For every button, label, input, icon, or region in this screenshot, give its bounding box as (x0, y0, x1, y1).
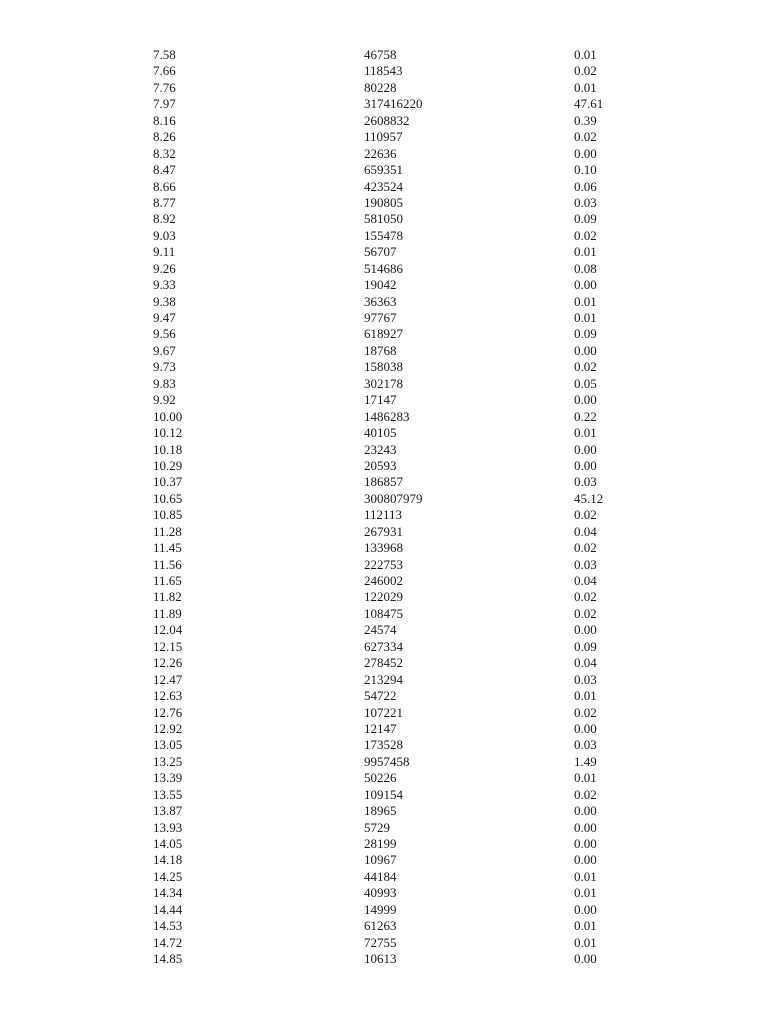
table-row (0, 902, 770, 918)
area-cell: 627334 (364, 638, 403, 654)
retention-time-cell: 12.92 (153, 720, 183, 736)
table-row (0, 770, 770, 786)
retention-time-cell: 9.67 (153, 342, 176, 358)
retention-time-cell: 10.85 (153, 507, 183, 523)
retention-time-cell: 8.77 (153, 194, 176, 210)
retention-time-cell: 9.92 (153, 392, 176, 408)
percent-cell: 0.00 (574, 819, 597, 835)
area-cell: 20593 (364, 457, 397, 473)
table-row (0, 343, 770, 359)
retention-time-cell: 13.39 (153, 770, 183, 786)
table-row (0, 606, 770, 622)
retention-time-cell: 9.83 (153, 375, 176, 391)
table-row (0, 951, 770, 967)
area-cell: 10967 (364, 852, 397, 868)
retention-time-cell: 9.03 (153, 227, 176, 243)
retention-time-cell: 8.32 (153, 145, 176, 161)
retention-time-cell: 10.12 (153, 425, 183, 441)
area-cell: 14999 (364, 901, 397, 917)
area-cell: 108475 (364, 605, 403, 621)
area-cell: 18965 (364, 803, 397, 819)
table-row (0, 672, 770, 688)
area-cell: 44184 (364, 868, 397, 884)
percent-cell: 0.03 (574, 671, 597, 687)
table-row (0, 803, 770, 819)
percent-cell: 0.01 (574, 244, 597, 260)
retention-time-cell: 14.85 (153, 951, 183, 967)
area-cell: 423524 (364, 178, 403, 194)
area-cell: 19042 (364, 277, 397, 293)
table-row (0, 935, 770, 951)
percent-cell: 0.02 (574, 589, 597, 605)
area-cell: 23243 (364, 441, 397, 457)
percent-cell: 0.01 (574, 425, 597, 441)
table-row (0, 557, 770, 573)
retention-time-cell: 9.26 (153, 260, 176, 276)
percent-cell: 0.03 (574, 737, 597, 753)
area-cell: 118543 (364, 63, 403, 79)
retention-time-cell: 14.72 (153, 934, 183, 950)
area-cell: 10613 (364, 951, 397, 967)
percent-cell: 0.01 (574, 918, 597, 934)
retention-time-cell: 14.05 (153, 836, 183, 851)
percent-cell: 0.02 (574, 540, 597, 556)
retention-time-cell: 14.18 (153, 852, 183, 868)
percent-cell: 0.06 (574, 178, 597, 194)
retention-time-cell: 8.16 (153, 112, 176, 128)
table-row (0, 80, 770, 96)
percent-cell: 0.01 (574, 688, 597, 704)
area-cell: 222753 (364, 556, 403, 572)
retention-time-cell: 7.97 (153, 96, 176, 112)
retention-time-cell: 11.82 (153, 589, 182, 605)
table-row (0, 47, 770, 63)
percent-cell: 0.01 (574, 885, 597, 901)
percent-cell: 0.02 (574, 704, 597, 720)
area-cell: 173528 (364, 737, 403, 753)
retention-time-cell: 9.56 (153, 326, 176, 342)
area-cell: 9957458 (364, 753, 410, 769)
percent-cell: 45.12 (574, 490, 604, 506)
percent-cell: 0.01 (574, 934, 597, 950)
percent-cell: 0.00 (574, 145, 597, 161)
percent-cell: 0.04 (574, 523, 597, 539)
retention-time-cell: 7.76 (153, 79, 176, 95)
table-row (0, 294, 770, 310)
area-cell: 110957 (364, 129, 403, 145)
retention-time-cell: 12.47 (153, 671, 183, 687)
area-cell: 278452 (364, 655, 403, 671)
area-cell: 300807979 (364, 490, 423, 506)
retention-time-cell: 9.38 (153, 293, 176, 309)
retention-time-cell: 10.37 (153, 474, 183, 490)
table-row (0, 524, 770, 540)
area-cell: 2608832 (364, 112, 410, 128)
table-row (0, 589, 770, 605)
table-row (0, 63, 770, 79)
table-row (0, 359, 770, 375)
area-cell: 581050 (364, 211, 403, 227)
table-row (0, 162, 770, 178)
percent-cell: 0.10 (574, 162, 597, 178)
area-cell: 40993 (364, 885, 397, 901)
percent-cell: 0.01 (574, 868, 597, 884)
table-row (0, 869, 770, 885)
area-cell: 24574 (364, 622, 397, 638)
table-row (0, 326, 770, 342)
percent-cell: 0.01 (574, 79, 597, 95)
table-row (0, 146, 770, 162)
table-row (0, 491, 770, 507)
retention-time-cell: 8.66 (153, 178, 176, 194)
area-cell: 659351 (364, 162, 403, 178)
retention-time-cell: 13.55 (153, 786, 183, 802)
table-row (0, 310, 770, 326)
retention-time-cell: 13.87 (153, 803, 183, 819)
percent-cell: 0.02 (574, 63, 597, 79)
table-row (0, 885, 770, 901)
table-row (0, 211, 770, 227)
table-row (0, 474, 770, 490)
table-row (0, 639, 770, 655)
area-cell: 109154 (364, 786, 403, 802)
area-cell: 133968 (364, 540, 403, 556)
percent-cell: 0.39 (574, 112, 597, 128)
retention-time-cell: 12.04 (153, 622, 183, 638)
percent-cell: 0.01 (574, 293, 597, 309)
percent-cell: 0.22 (574, 408, 597, 424)
percent-cell: 0.02 (574, 507, 597, 523)
table-row (0, 458, 770, 474)
percent-cell: 0.01 (574, 770, 597, 786)
retention-time-cell: 9.33 (153, 277, 176, 293)
percent-cell: 0.00 (574, 277, 597, 293)
retention-time-cell: 14.53 (153, 918, 183, 934)
retention-time-cell: 11.56 (153, 556, 182, 572)
percent-cell: 0.00 (574, 342, 597, 358)
retention-time-cell: 7.66 (153, 63, 176, 79)
table-row (0, 425, 770, 441)
percent-cell: 0.03 (574, 194, 597, 210)
data-table (0, 47, 770, 968)
area-cell: 514686 (364, 260, 403, 276)
retention-time-cell: 8.92 (153, 211, 176, 227)
table-row (0, 573, 770, 589)
retention-time-cell: 11.45 (153, 540, 182, 556)
table-row (0, 820, 770, 836)
table-row (0, 918, 770, 934)
percent-cell: 0.00 (574, 441, 597, 457)
table-row (0, 507, 770, 523)
table-row (0, 705, 770, 721)
area-cell: 267931 (364, 523, 403, 539)
percent-cell: 0.09 (574, 211, 597, 227)
table-row (0, 655, 770, 671)
table-row (0, 442, 770, 458)
retention-time-cell: 13.93 (153, 819, 183, 835)
table-row (0, 688, 770, 704)
percent-cell: 0.00 (574, 720, 597, 736)
percent-cell: 0.00 (574, 803, 597, 819)
retention-time-cell: 13.25 (153, 753, 183, 769)
retention-time-cell: 10.29 (153, 457, 183, 473)
percent-cell: 0.04 (574, 573, 597, 588)
area-cell: 46758 (364, 47, 397, 62)
retention-time-cell: 14.25 (153, 868, 183, 884)
retention-time-cell: 12.26 (153, 655, 183, 671)
retention-time-cell: 8.47 (153, 162, 176, 178)
retention-time-cell: 11.28 (153, 523, 182, 539)
table-row (0, 622, 770, 638)
table-row (0, 195, 770, 211)
table-row (0, 392, 770, 408)
area-cell: 5729 (364, 819, 390, 835)
table-row (0, 113, 770, 129)
retention-time-cell: 7.58 (153, 47, 176, 62)
table-row (0, 244, 770, 260)
percent-cell: 0.01 (574, 47, 597, 62)
percent-cell: 0.00 (574, 951, 597, 967)
retention-time-cell: 9.47 (153, 310, 176, 325)
percent-cell: 0.03 (574, 556, 597, 572)
retention-time-cell: 10.00 (153, 408, 183, 424)
percent-cell: 0.02 (574, 605, 597, 621)
percent-cell: 0.00 (574, 392, 597, 408)
retention-time-cell: 9.73 (153, 359, 176, 375)
table-row (0, 721, 770, 737)
area-cell: 12147 (364, 720, 397, 736)
retention-time-cell: 12.63 (153, 688, 183, 704)
area-cell: 618927 (364, 326, 403, 342)
table-row (0, 540, 770, 556)
percent-cell: 0.02 (574, 227, 597, 243)
area-cell: 158038 (364, 359, 403, 375)
percent-cell: 0.01 (574, 310, 597, 325)
area-cell: 122029 (364, 589, 403, 605)
area-cell: 17147 (364, 392, 397, 408)
retention-time-cell: 14.44 (153, 901, 183, 917)
percent-cell: 0.08 (574, 260, 597, 276)
table-row (0, 409, 770, 425)
table-row (0, 277, 770, 293)
area-cell: 61263 (364, 918, 397, 934)
table-row (0, 852, 770, 868)
retention-time-cell: 13.05 (153, 737, 183, 753)
area-cell: 80228 (364, 79, 397, 95)
area-cell: 155478 (364, 227, 403, 243)
area-cell: 22636 (364, 145, 397, 161)
retention-time-cell: 8.26 (153, 129, 176, 145)
area-cell: 36363 (364, 293, 397, 309)
percent-cell: 0.03 (574, 474, 597, 490)
percent-cell: 0.09 (574, 638, 597, 654)
table-row (0, 787, 770, 803)
area-cell: 302178 (364, 375, 403, 391)
percent-cell: 0.00 (574, 457, 597, 473)
area-cell: 18768 (364, 342, 397, 358)
percent-cell: 0.00 (574, 836, 597, 851)
area-cell: 54722 (364, 688, 397, 704)
area-cell: 107221 (364, 704, 403, 720)
area-cell: 28199 (364, 836, 397, 851)
area-cell: 112113 (364, 507, 403, 523)
table-row (0, 836, 770, 852)
area-cell: 213294 (364, 671, 403, 687)
area-cell: 190805 (364, 194, 403, 210)
retention-time-cell: 10.65 (153, 490, 183, 506)
area-cell: 317416220 (364, 96, 423, 112)
percent-cell: 0.04 (574, 655, 597, 671)
percent-cell: 0.02 (574, 359, 597, 375)
table-row (0, 129, 770, 145)
area-cell: 1486283 (364, 408, 410, 424)
percent-cell: 0.05 (574, 375, 597, 391)
percent-cell: 47.61 (574, 96, 604, 112)
retention-time-cell: 14.34 (153, 885, 183, 901)
table-row (0, 737, 770, 753)
area-cell: 97767 (364, 310, 397, 325)
percent-cell: 0.02 (574, 129, 597, 145)
table-row (0, 754, 770, 770)
retention-time-cell: 12.76 (153, 704, 183, 720)
area-cell: 186857 (364, 474, 403, 490)
area-cell: 40105 (364, 425, 397, 441)
table-row (0, 376, 770, 392)
percent-cell: 0.02 (574, 786, 597, 802)
retention-time-cell: 9.11 (153, 244, 176, 260)
area-cell: 56707 (364, 244, 397, 260)
retention-time-cell: 11.65 (153, 573, 182, 588)
area-cell: 246002 (364, 573, 403, 588)
retention-time-cell: 11.89 (153, 605, 182, 621)
percent-cell: 0.00 (574, 622, 597, 638)
percent-cell: 1.49 (574, 753, 597, 769)
table-row (0, 261, 770, 277)
area-cell: 50226 (364, 770, 397, 786)
area-cell: 72755 (364, 934, 397, 950)
percent-cell: 0.00 (574, 901, 597, 917)
retention-time-cell: 10.18 (153, 441, 183, 457)
retention-time-cell: 12.15 (153, 638, 183, 654)
percent-cell: 0.00 (574, 852, 597, 868)
table-row (0, 96, 770, 112)
percent-cell: 0.09 (574, 326, 597, 342)
table-row (0, 179, 770, 195)
table-row (0, 228, 770, 244)
